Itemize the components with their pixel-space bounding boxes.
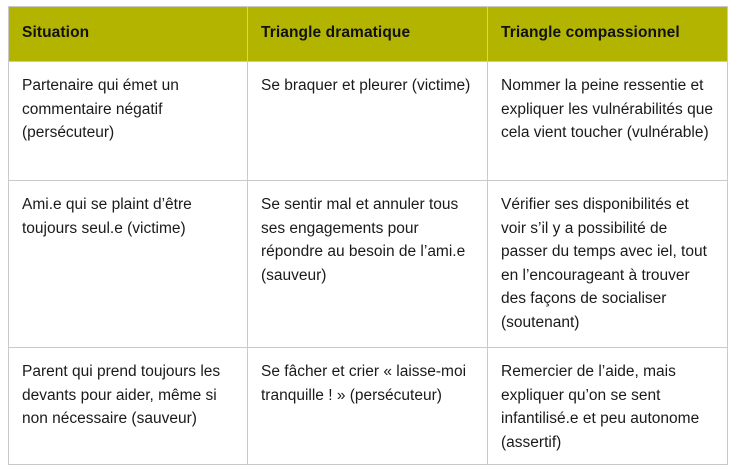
cell-situation: Partenaire qui émet un commentaire négatif (persécuteur) xyxy=(9,62,248,181)
table-row xyxy=(9,62,728,181)
cell-situation: Parent qui prend toujours les devants pour aider, même si non nécessaire (sauveur) xyxy=(9,348,248,465)
cell-compassionnel: Nommer la peine ressentie et expliquer les vulnérabilités que cela vient toucher (vulnérable) xyxy=(488,62,728,181)
cell-situation: Ami.e qui se plaint d’être toujours seul.e (victime) xyxy=(9,181,248,348)
cell-dramatique: Se braquer et pleurer (victime) xyxy=(248,62,488,181)
cell-compassionnel: Vérifier ses disponibilités et voir s’il y a possibilité de passer du temps avec iel, tout en l’encourageant à trouver des façons de socialiser (soutenant) xyxy=(488,181,728,348)
header-situation: Situation xyxy=(9,7,248,62)
header-triangle-compassionnel: Triangle compassionnel xyxy=(488,7,728,62)
cell-dramatique: Se fâcher et crier « laisse-moi tranquille ! » (persécuteur) xyxy=(248,348,488,465)
header-triangle-dramatique: Triangle dramatique xyxy=(248,7,488,62)
header-row xyxy=(9,7,728,62)
cell-compassionnel: Remercier de l’aide, mais expliquer qu’on se sent infantilisé.e et peu autonome (assertif) xyxy=(488,348,728,465)
table-row xyxy=(9,181,728,348)
comparison-table xyxy=(8,6,728,465)
table-row xyxy=(9,348,728,465)
comparison-table-container xyxy=(8,6,727,465)
cell-dramatique: Se sentir mal et annuler tous ses engagements pour répondre au besoin de l’ami.e (sauveur) xyxy=(248,181,488,348)
